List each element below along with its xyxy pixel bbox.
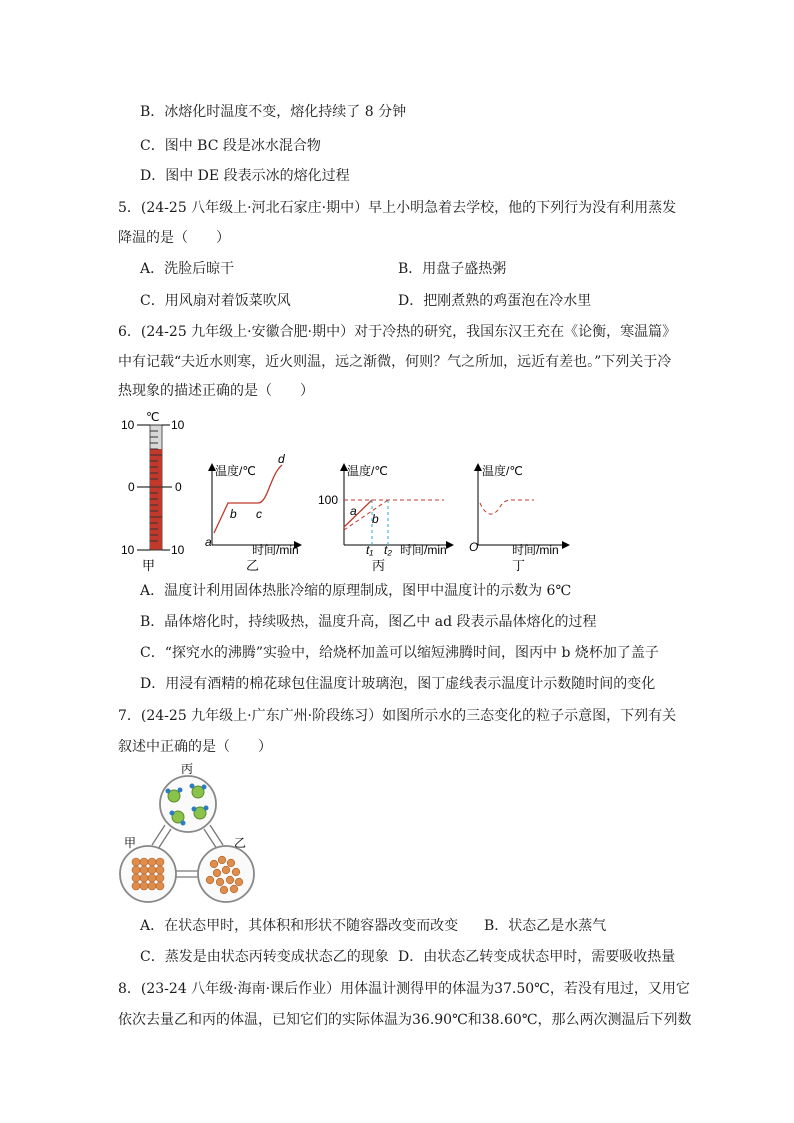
state-bing-circle — [160, 776, 216, 832]
q6-option-a: A．温度计利用固体热胀冷缩的原理制成，图甲中温度计的示数为 6℃ — [140, 583, 572, 599]
q6-figure — [0, 405, 794, 575]
bing-xaxis-label: 时间/min — [400, 543, 447, 557]
q4-option-b: B．冰熔化时温度不变，熔化持续了 8 分钟 — [140, 104, 407, 120]
yi-point-a: a — [205, 535, 212, 549]
ding-curve — [480, 500, 534, 514]
ding-origin: O — [469, 540, 479, 554]
q5-option-c: C．用风扇对着饭菜吹风 — [140, 293, 291, 309]
bing-value-100: 100 — [318, 493, 339, 507]
q6-option-c: C．“探究水的沸腾”实验中，给烧杯加盖可以缩短沸腾时间，图丙中 b 烧杯加了盖子 — [140, 645, 659, 661]
label-bing: 丙 — [372, 558, 386, 573]
q6-stem-line3: 热现象的描述正确的是（ ） — [118, 383, 314, 399]
thermo-label-0-right: 0 — [175, 480, 182, 494]
ding-xaxis-label: 时间/min — [512, 543, 559, 557]
yi-xaxis-label: 时间/min — [252, 543, 299, 557]
q5-option-a: A．洗脸后晾干 — [140, 261, 235, 277]
q5-option-b: B．用盘子盛热粥 — [398, 261, 507, 277]
bing-t1-label: t₁ — [366, 543, 374, 557]
thermo-label-10-left: 10 — [121, 418, 135, 432]
thermo-label-m10-left: 10 — [121, 543, 135, 557]
q7-figure — [110, 763, 280, 913]
q7-label-bing: 丙 — [181, 763, 194, 776]
q7-option-b: B．状态乙是水蒸气 — [484, 918, 607, 934]
q7-label-yi: 乙 — [234, 836, 247, 850]
q5-stem-line2: 降温的是（ ） — [118, 230, 230, 246]
label-jia: 甲 — [142, 558, 156, 573]
q8-stem-line2: 依次去量乙和丙的体温，已知它们的实际体温为36.90℃和38.60℃，那么两次测温后下列数 — [118, 1012, 692, 1028]
q6-stem-line1: 6．(24-25 九年级上·安徽合肥·期中）对于冷热的研究，我国东汉王充在《论衡，寒温篇》 — [118, 324, 677, 340]
q5-stem-line1: 5．(24-25 八年级上·河北石家庄·期中）早上小明急着去学校，他的下列行为没有利用蒸发 — [118, 200, 677, 216]
bing-yaxis-label: 温度/℃ — [347, 464, 388, 478]
bing-point-a: a — [350, 504, 357, 518]
yi-point-d: d — [278, 452, 285, 466]
q7-label-jia: 甲 — [124, 836, 137, 850]
thermo-label-m10-right: 10 — [171, 543, 185, 557]
label-ding: 丁 — [512, 558, 526, 573]
q7-stem-line2: 叙述中正确的是（ ） — [118, 739, 272, 755]
yi-point-b: b — [230, 507, 237, 521]
thermo-label-10-right: 10 — [171, 418, 185, 432]
q6-stem-line2: 中有记载“夫近水则寒，近火则温，远之渐微，何则？气之所加，远近有差也。”下列关于冷 — [118, 354, 672, 370]
thermo-label-0-left: 0 — [128, 480, 135, 494]
q7-option-a: A．在状态甲时，其体积和形状不随容器改变而改变 — [140, 918, 459, 934]
q8-stem-line1: 8．(23-24 八年级·海南·课后作业）用体温计测得甲的体温为37.50℃，若没有甩过，又用它 — [118, 981, 690, 997]
q7-option-c: C．蒸发是由状态丙转变成状态乙的现象 — [140, 949, 389, 965]
q6-option-d: D．用浸有酒精的棉花球包住温度计玻璃泡，图丁虚线表示温度计示数随时间的变化 — [140, 676, 656, 692]
yi-yaxis-label: 温度/℃ — [215, 464, 256, 478]
q4-option-c: C．图中 BC 段是冰水混合物 — [140, 138, 321, 154]
bing-t2-label: t₂ — [384, 543, 392, 557]
q5-option-d: D．把刚煮熟的鸡蛋泡在冷水里 — [398, 293, 592, 309]
yi-point-c: c — [256, 507, 262, 521]
bing-point-b: b — [372, 512, 379, 526]
q6-option-b: B．晶体熔化时，持续吸热，温度升高，图乙中 ad 段表示晶体熔化的过程 — [140, 614, 597, 630]
ding-yaxis-label: 温度/℃ — [482, 464, 523, 478]
label-yi: 乙 — [246, 558, 260, 573]
q7-option-d: D．由状态乙转变成状态甲时，需要吸收热量 — [398, 949, 676, 965]
state-jia-circle — [120, 846, 176, 902]
thermo-unit: ℃ — [146, 410, 160, 424]
q7-stem-line1: 7．(24-25 九年级上·广东广州·阶段练习）如图所示水的三态变化的粒子示意图，下列有关 — [118, 708, 677, 724]
q4-option-d: D．图中 DE 段表示冰的熔化过程 — [140, 168, 350, 184]
